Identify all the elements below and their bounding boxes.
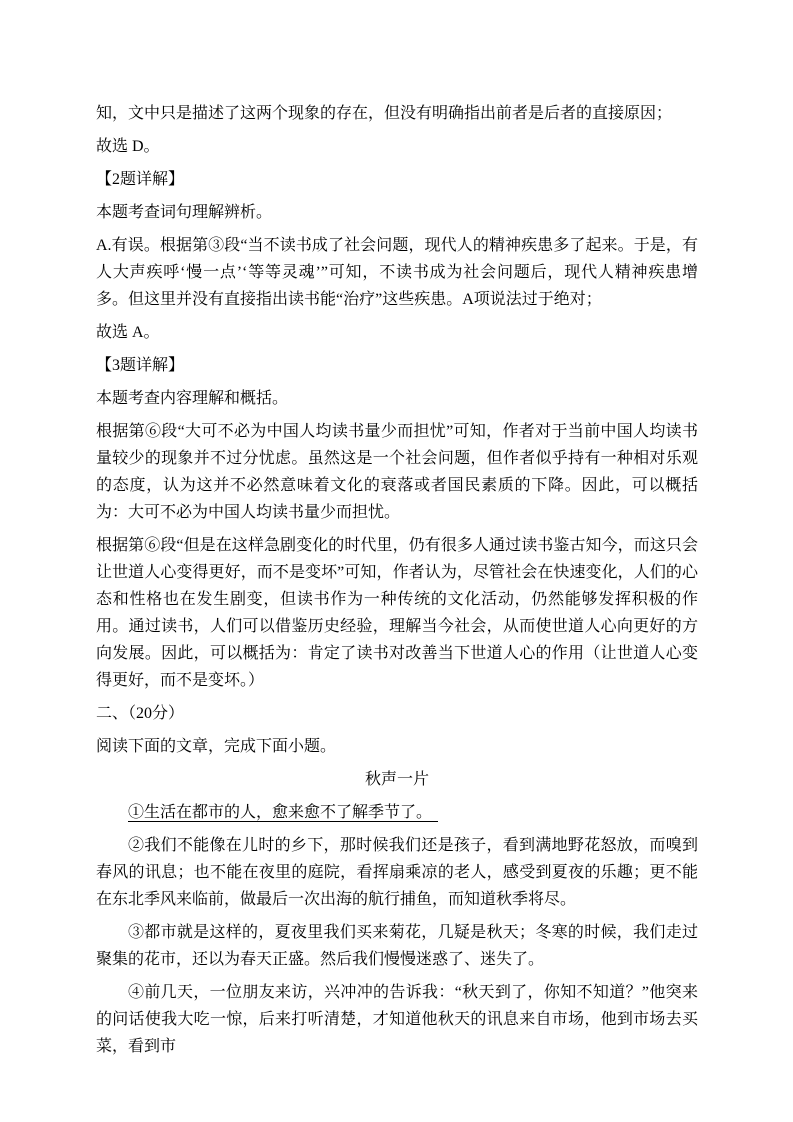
q2-section-header: 【2题详解】 xyxy=(96,171,185,188)
q3-section-header: 【3题详解】 xyxy=(96,357,185,374)
article-paragraph-3: ③都市就是这样的，夏夜里我们买来菊花，几疑是秋天；冬寒的时候，我们走过聚集的花市，还以为春天正盛。然后我们慢慢迷惑了、迷失了。 xyxy=(96,924,698,968)
q2-exam-point: 本题考查词句理解辨析。 xyxy=(96,204,273,221)
q2-conclusion: 故选 A。 xyxy=(96,324,160,341)
q1-analysis-continued: 知，文中只是描述了这两个现象的存在，但没有明确指出前者是后者的直接原因； xyxy=(96,105,673,122)
article-paragraph-1 xyxy=(96,799,698,826)
q3-analysis-1: 根据第⑥段“大可不必为中国人均读书量少而担忧”可知，作者对于当前中国人均读书量较少的现象并不过分忧虑。虽然这是一个社会问题，但作者似乎持有一种相对乐观的态度，认为这并不必然意味着文化的衰落或者国民素质的下降。因此，可以概括为：大可不必为中国人均读书量少而担忧。 xyxy=(96,423,698,521)
q2-analysis: A.有误。根据第③段“当不读书成了社会问题，现代人的精神疾患多了起来。于是，有人大声疾呼‘慢一点’‘等等灵魂’”可知，不读书成为社会问题后，现代人精神疾患增多。但这里并没有直接指出读书能“治疗”这些疾患。A项说法过于绝对； xyxy=(96,237,698,308)
section-two-heading: 二、（20分） xyxy=(96,705,185,722)
reading-instruction: 阅读下面的文章，完成下面小题。 xyxy=(96,738,337,755)
underlined-sentence: ①生活在都市的人，愈来愈不了解季节了。 xyxy=(128,804,438,822)
article-paragraph-4: ④前几天，一位朋友来访，兴冲冲的告诉我：“秋天到了，你知不知道？”他突来的问话使我大吃一惊，后来打听清楚，才知道他秋天的讯息来自市场，他到市场去买菜，看到市 xyxy=(96,984,698,1055)
article-paragraph-2: ②我们不能像在儿时的乡下，那时候我们还是孩子，看到满地野花怒放，而嗅到春风的讯息；也不能在夜里的庭院，看挥扇乘凉的老人，感受到夏夜的乐趣；更不能在东北季风来临前，做最后一次出海的航行捕鱼，而知道秋季将尽。 xyxy=(96,837,698,908)
q3-analysis-2: 根据第⑥段“但是在这样急剧变化的时代里，仍有很多人通过读书鉴古知今，而这只会让世道人心变得更好，而不是变坏”可知，作者认为，尽管社会在快速变化，人们的心态和性格也在发生剧变，但读书作为一种传统的文化活动，仍然能够发挥积极的作用。通过读书，人们可以借鉴历史经验，理解当今社会，从而使世道人心向更好的方向发展。因此，可以概括为：肯定了读书对改善当下世道人心的作用（让世道人心变得更好，而不是变坏。） xyxy=(96,537,698,689)
q3-exam-point: 本题考查内容理解和概括。 xyxy=(96,390,289,407)
article-title: 秋声一片 xyxy=(364,771,429,788)
q1-conclusion: 故选 D。 xyxy=(96,138,160,155)
